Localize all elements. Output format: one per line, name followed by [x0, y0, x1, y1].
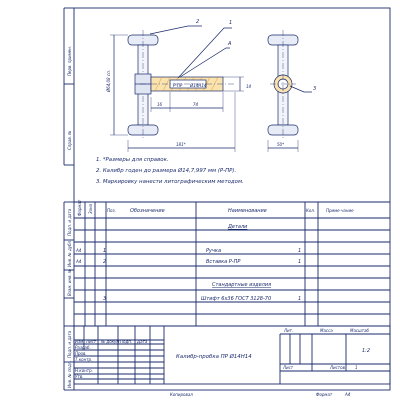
tb-check: Пров.	[75, 351, 87, 356]
tb-ncontrol: Н.контр.	[75, 368, 93, 373]
marking-code: Ø14Н14	[190, 83, 207, 88]
note-2: 2. Калибр годен до размера Ø14,7,997 мм (Р-ПР).	[96, 168, 237, 174]
sheet-frame	[74, 8, 390, 390]
hdr-format: Формат	[77, 199, 82, 216]
spec-section-standard: Стандартные изделия	[212, 282, 272, 288]
tb-scale-value: 1:2	[362, 348, 371, 354]
tb-scale: Масштаб	[350, 328, 370, 333]
tb-approve: Утв.	[75, 374, 84, 379]
spec-row2-format: А4	[76, 259, 82, 264]
margin-sprav: Справ. №	[67, 130, 72, 150]
spec-row1-pos: 1	[103, 248, 107, 254]
tb-sheets: Листов	[330, 365, 345, 370]
document-title: Калибр-пробка ПР Ø14Н14	[176, 354, 252, 360]
margin-perv: Перв. примен.	[67, 45, 72, 76]
dim-50: 50*	[277, 142, 285, 147]
margin-inv-podl: Инв. № подл.	[67, 360, 72, 388]
tb-dev: Разраб.	[75, 345, 91, 350]
margin-podp-1: Подп. и дата	[67, 208, 72, 236]
tb-sign: Подп.	[120, 339, 133, 344]
dim-74: 74	[193, 102, 199, 107]
spec-row1-format: А4	[76, 248, 82, 253]
note-1: 1. *Размеры для справок.	[96, 157, 169, 163]
tb-list: Лист	[86, 339, 97, 344]
margin-podp-2: Подп. и дата	[67, 330, 72, 358]
tb-mass: Масса	[320, 328, 333, 333]
hdr-name: Наименование	[228, 208, 267, 214]
tb-date: Дата	[137, 339, 148, 344]
spec-row1-name: Ручка	[206, 248, 222, 254]
callout-3: 3	[313, 86, 317, 92]
spec-section-details: Детали	[228, 224, 248, 230]
footer-format-label: Формат	[316, 392, 333, 397]
spec-row1-qty: 1	[298, 248, 302, 254]
dim-diameter: Ø64,08 сп.	[106, 70, 111, 92]
hdr-zone: Зона	[88, 203, 93, 214]
margin-vzam: Взам. инв. №	[67, 268, 72, 296]
hdr-qty: Кол.	[306, 208, 316, 213]
spec-row3-name: Штифт 6х36 ГОСТ 3128-70	[201, 296, 272, 302]
spec-row3-qty: 1	[298, 296, 302, 302]
hdr-designation: Обозначение	[130, 208, 165, 214]
note-3: 3. Маркировку нанести литографическим методом.	[96, 179, 244, 185]
callout-1: 1	[229, 20, 233, 26]
dim-16: 16	[157, 102, 163, 107]
tb-tcontrol: Т.контр.	[75, 357, 93, 362]
marking-fit: Р-ПР	[173, 83, 183, 88]
dim-181: 181*	[176, 142, 186, 147]
spec-row2-qty: 1	[298, 259, 302, 265]
tb-sheets-value: 1	[355, 365, 358, 370]
hdr-pos: Поз.	[107, 208, 116, 213]
spec-row2-pos: 2	[103, 259, 107, 265]
footer-format-value: А4	[345, 392, 351, 397]
tb-sheet: Лист	[283, 365, 294, 370]
tb-doc: № докум.	[101, 339, 121, 344]
spec-row3-pos: 3	[103, 296, 107, 302]
dim-14: 14	[246, 84, 252, 89]
hdr-note: Приме-чание	[326, 208, 354, 213]
footer-copied: Копировал	[170, 392, 193, 397]
callout-a: А	[228, 41, 232, 47]
callout-2: 2	[196, 19, 200, 25]
margin-inv-dubl: Инв. № дубл.	[67, 239, 72, 267]
spec-row2-name: Вставка Р-ПР	[206, 259, 241, 265]
tb-izm: Изм.	[75, 339, 85, 344]
part-drawing	[110, 26, 312, 152]
tb-lit: Лит.	[284, 328, 294, 333]
